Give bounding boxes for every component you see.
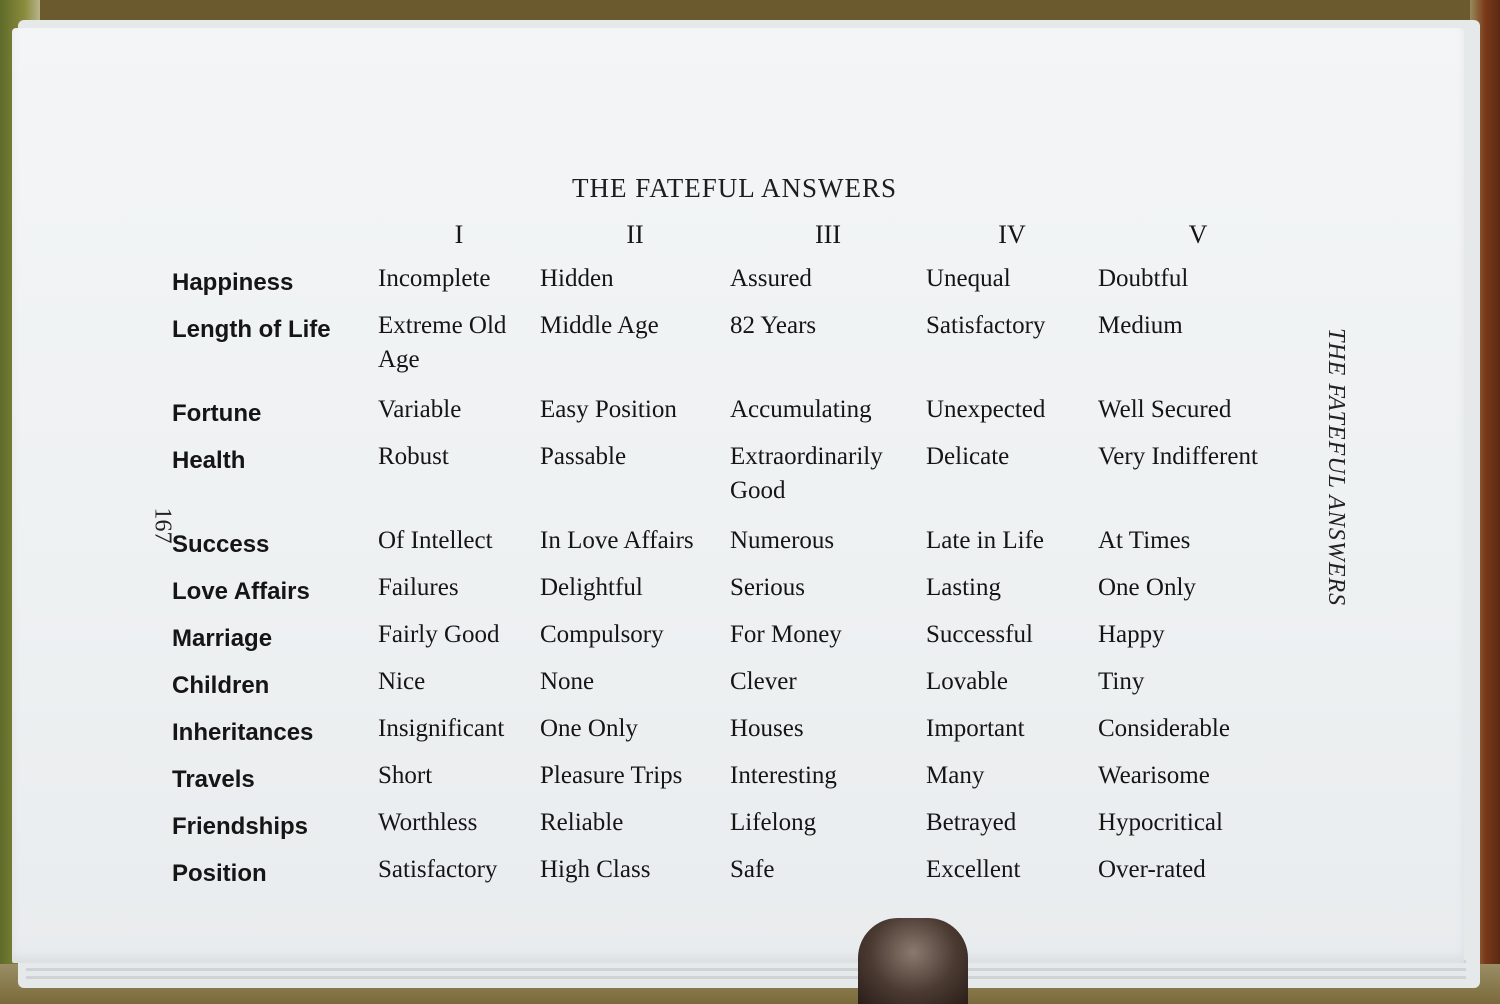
metal-clip [858,918,968,1004]
table-row [172,571,1298,618]
row-topic: Position [172,860,267,887]
answer-cell: Betrayed [926,809,1017,836]
column-header-5: V [1188,220,1208,249]
answer-cell: Extreme Old Age [378,312,507,373]
row-topic: Health [172,447,246,474]
table-row [172,524,1298,571]
row-topic: Happiness [172,269,294,296]
answer-cell: Happy [1098,621,1165,648]
answer-cell: Compulsory [540,621,664,648]
answer-cell: Interesting [730,762,837,789]
column-header-3: III [815,220,841,249]
table-row [172,309,1298,393]
answer-cell: Extraordinarily Good [730,443,883,504]
answer-cell: Well Secured [1098,396,1232,423]
answer-cell: Satisfactory [926,312,1046,339]
answer-cell: Tiny [1098,668,1145,695]
answer-cell: Hidden [540,265,614,292]
page-edge [26,976,1466,979]
column-header-2: II [626,220,644,249]
answer-cell: Very Indifferent [1098,443,1258,470]
answer-cell: Lovable [926,668,1008,695]
answer-cell: Reliable [540,809,624,836]
column-header-4: IV [998,220,1026,249]
row-topic: Friendships [172,813,309,840]
answer-cell: Lifelong [730,809,817,836]
answer-cell: Successful [926,621,1033,648]
row-topic: Inheritances [172,719,314,746]
answer-cell: Passable [540,443,627,470]
column-header-row [172,218,1298,262]
answer-cell: 82 Years [730,312,817,339]
answer-cell: Unexpected [926,396,1046,423]
table-row [172,440,1298,524]
answer-cell: Worthless [378,809,478,836]
answer-cell: Considerable [1098,715,1230,742]
topic-column-header [172,218,378,262]
answer-cell: Fairly Good [378,621,500,648]
answer-cell: High Class [540,856,651,883]
answer-cell: Lasting [926,574,1001,601]
table-row [172,393,1298,440]
answer-cell: Variable [378,396,462,423]
table-row [172,712,1298,759]
answer-cell: Wearisome [1098,762,1210,789]
answer-cell: Hypocritical [1098,809,1223,836]
answer-cell: Delicate [926,443,1010,470]
answer-cell: Safe [730,856,775,883]
answer-cell: Medium [1098,312,1183,339]
row-topic: Love Affairs [172,578,310,605]
column-header-1: I [454,220,464,249]
row-topic: Fortune [172,400,262,427]
page-title: THE FATEFUL ANSWERS [571,173,898,203]
answer-cell: Numerous [730,527,835,554]
answer-cell: None [540,668,595,695]
answer-cell: Satisfactory [378,856,498,883]
answer-cell: One Only [540,715,638,742]
answer-cell: Assured [730,265,812,292]
table-row [172,262,1298,309]
answer-cell: Many [926,762,985,789]
answer-cell: Serious [730,574,805,601]
page-edge [26,968,1466,971]
table-row [172,853,1298,900]
answer-cell: Doubtful [1098,265,1189,292]
answers-table [172,218,1298,900]
row-topic: Length of Life [172,316,331,343]
answer-cell: Nice [378,668,426,695]
answer-cell: Clever [730,668,797,695]
table-row [172,618,1298,665]
book-page [12,28,1464,963]
answer-cell: Failures [378,574,459,601]
answer-cell: Incomplete [378,265,491,292]
answer-cell: Robust [378,443,449,470]
answer-cell: For Money [730,621,842,648]
table-row [172,759,1298,806]
running-head: THE FATEFUL ANSWERS [1323,328,1349,607]
answer-cell: Excellent [926,856,1021,883]
answer-cell: Middle Age [540,312,659,339]
page-number: 167 [149,507,176,544]
answer-cell: At Times [1098,527,1191,554]
table-row [172,665,1298,712]
answer-cell: Houses [730,715,804,742]
row-topic: Success [172,531,270,558]
answer-cell: Delightful [540,574,643,601]
answer-cell: Unequal [926,265,1011,292]
answer-cell: In Love Affairs [540,527,694,554]
row-topic: Children [172,672,270,699]
row-topic: Travels [172,766,255,793]
answer-cell: Pleasure Trips [540,762,683,789]
answer-cell: Insignificant [378,715,505,742]
answer-cell: Short [378,762,433,789]
answer-cell: Easy Position [540,396,677,423]
row-topic: Marriage [172,625,273,652]
answer-cell: Important [926,715,1025,742]
answer-cell: Over-rated [1098,856,1206,883]
answer-cell: Late in Life [926,527,1044,554]
answer-cell: Of Intellect [378,527,493,554]
answer-cell: One Only [1098,574,1196,601]
table-row [172,806,1298,853]
answer-cell: Accumulating [730,396,872,423]
